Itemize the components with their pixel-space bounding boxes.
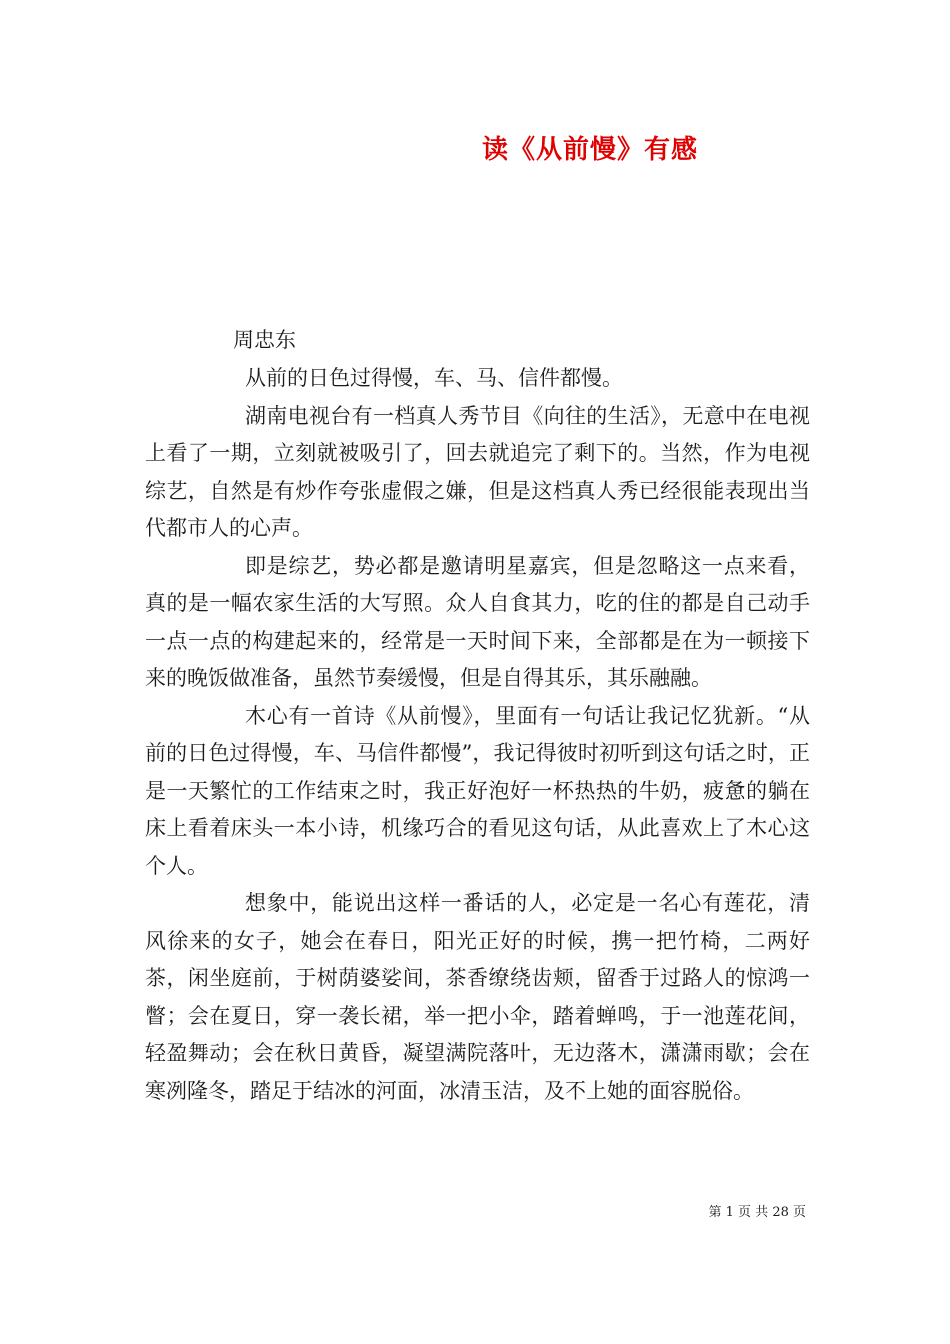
paragraph: 从前的日色过得慢，车、马、信件都慢。 bbox=[245, 366, 623, 390]
document-body bbox=[145, 360, 810, 1110]
document-title: 读《从前慢》有感 bbox=[481, 135, 698, 165]
paragraph: 即是综艺，势必都是邀请明星嘉宾，但是忽略这一点来看，真的是一幅农家生活的大写照。众人自食其力，吃的住的都是自己动手一点一点的构建起来的，经常是一天时间下来，全部都是在为一顿接下来的晚饭做准备，虽然节奏缓慢，但是自得其乐，其乐融融。 bbox=[145, 553, 810, 690]
paragraph: 想象中，能说出这样一番话的人，必定是一名心有莲花，清风徐来的女子，她会在春日，阳光正好的时候，携一把竹椅，二两好茶，闲坐庭前，于树荫婆娑间，茶香缭绕齿颊，留香于过路人的惊鸿一瞥；会在夏日，穿一袭长裙，举一把小伞，踏着蝉鸣，于一池莲花间，轻盈舞动；会在秋日黄昏，凝望满院落叶，无边落木，潇潇雨歇；会在寒冽隆冬，踏足于结冰的河面，冰清玉洁，及不上她的面容脱俗。 bbox=[145, 891, 810, 1103]
page-number-footer: 第 1 页 共 28 页 bbox=[708, 1205, 806, 1220]
paragraph: 木心有一首诗《从前慢》，里面有一句话让我记忆犹新。“从前的日色过得慢，车、马信件都慢”，我记得彼时初听到这句话之时，正是一天繁忙的工作结束之时，我正好泡好一杯热热的牛奶，疲惫的躺在床上看着床头一本小诗，机缘巧合的看见这句话，从此喜欢上了木心这个人。 bbox=[145, 703, 810, 878]
paragraph: 湖南电视台有一档真人秀节目《向往的生活》，无意中在电视上看了一期，立刻就被吸引了，回去就追完了剩下的。当然，作为电视综艺，自然是有炒作夸张虚假之嫌，但是这档真人秀已经很能表现出当代都市人的心声。 bbox=[145, 403, 810, 540]
author-name: 周忠东 bbox=[233, 328, 296, 352]
